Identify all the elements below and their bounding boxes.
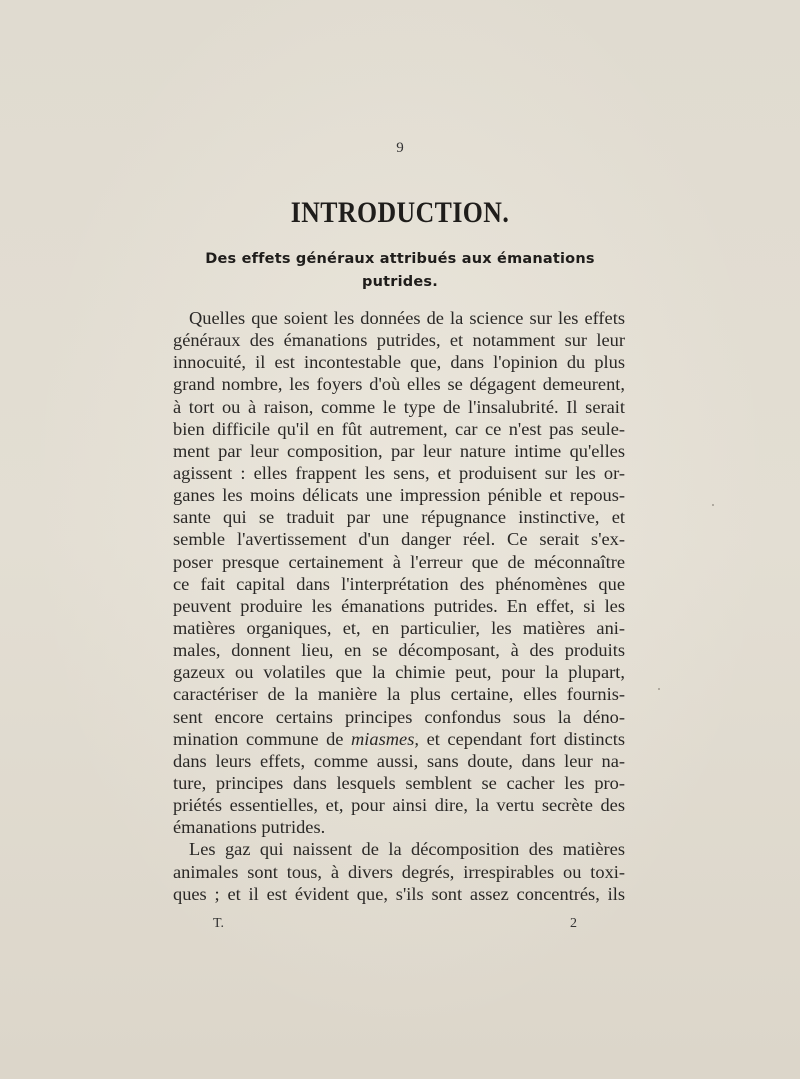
section-subtitle xyxy=(150,248,650,294)
text-line: Quelles que soient les données de la science sur les effets xyxy=(189,308,625,328)
text-fragment: mination commune de xyxy=(173,728,344,749)
text-line: ganes les moins délicats une impression pénible et repous- xyxy=(173,485,625,506)
subtitle-line-1: Des effets généraux attribués aux émanations xyxy=(205,251,595,267)
text-line: animales sont tous, à divers degrés, irrespirables ou toxi- xyxy=(173,861,625,882)
text-line: semble l'avertissement d'un danger réel. Ce serait s'ex- xyxy=(173,529,625,550)
text-line: priétés essentielles, et, pour ainsi dire, la vertu secrète des xyxy=(173,795,625,816)
text-line: ce fait capital dans l'interprétation des phénomènes que xyxy=(173,573,625,594)
text-line: émanations putrides. xyxy=(173,817,326,838)
text-line: matières organiques, et, en particulier, les matières ani- xyxy=(173,617,625,638)
signature-mark: T. xyxy=(213,916,225,931)
subtitle-line-2: putrides. xyxy=(362,274,438,290)
text-line: ques ; et il est évident que, s'ils sont assez concentrés, ils xyxy=(173,883,625,904)
text-line: bien difficile qu'il en fût autrement, car ce n'est pas seule- xyxy=(173,418,625,439)
italic-term: miasmes, xyxy=(351,728,419,749)
page-title: INTRODUCTION. xyxy=(290,196,510,229)
text-line: peuvent produire les émanations putrides. En effet, si les xyxy=(173,595,625,616)
paper-speck xyxy=(658,688,660,690)
text-line: ment par leur composition, par leur nature intime qu'elles xyxy=(173,440,625,461)
paper-speck xyxy=(712,504,714,506)
text-line-with-italic xyxy=(173,728,625,750)
page-number: 9 xyxy=(396,140,404,156)
sheet-number: 2 xyxy=(570,916,577,931)
body-text xyxy=(173,307,625,905)
text-line: ture, principes dans lesquels semblent se cacher les pro- xyxy=(173,772,625,793)
text-line: généraux des émanations putrides, et notamment sur leur xyxy=(173,330,625,351)
text-fragment: et cependant fort distincts xyxy=(426,728,625,749)
text-line: agissent : elles frappent les sens, et produisent sur les or- xyxy=(173,462,625,483)
text-line: à tort ou à raison, comme le type de l'insalubrité. Il serait xyxy=(173,396,625,417)
text-line: sent encore certains principes confondus sous la déno- xyxy=(173,706,625,727)
text-line: innocuité, il est incontestable que, dans l'opinion du plus xyxy=(173,352,625,373)
text-line: Les gaz qui naissent de la décomposition des matières xyxy=(189,839,625,860)
text-line: gazeux ou volatiles que la chimie peut, pour la plupart, xyxy=(173,662,625,683)
text-line: caractériser de la manière la plus certaine, elles fournis- xyxy=(173,684,625,705)
text-line: poser presque certainement à l'erreur que de méconnaître xyxy=(173,551,625,572)
text-line: grand nombre, les foyers d'où elles se dégagent demeurent, xyxy=(173,374,625,395)
text-line: dans leurs effets, comme aussi, sans doute, dans leur na- xyxy=(173,750,625,771)
text-line: sante qui se traduit par une répugnance instinctive, et xyxy=(173,507,625,528)
text-line: males, donnent lieu, en se décomposant, à des produits xyxy=(173,640,625,661)
